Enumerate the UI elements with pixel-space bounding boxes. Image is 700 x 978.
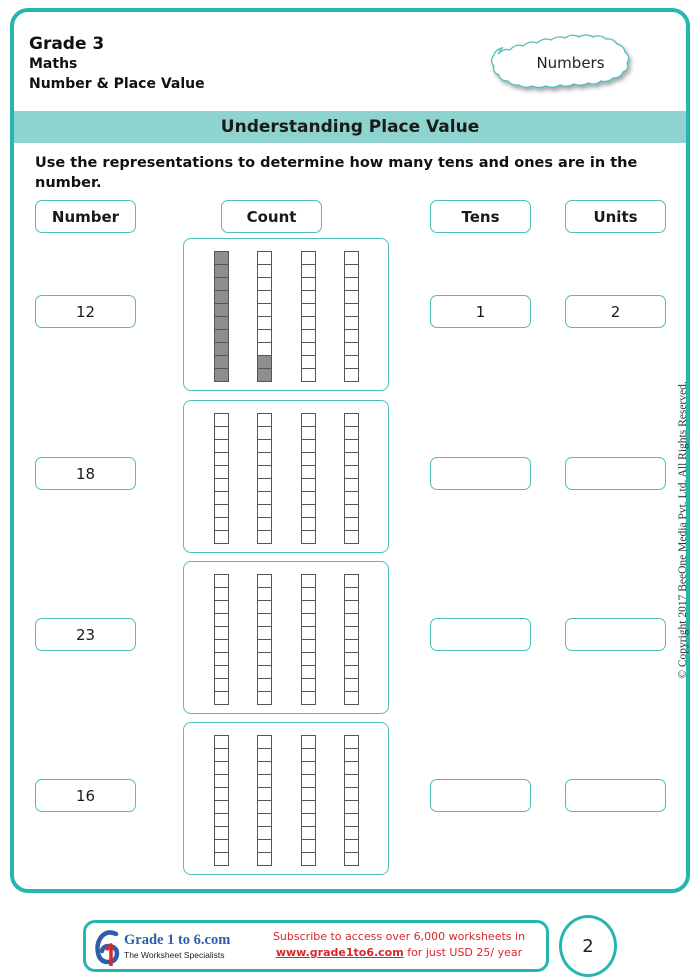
- unit-cube: [215, 749, 228, 762]
- unit-cube: [345, 762, 358, 775]
- unit-cube: [258, 601, 271, 614]
- unit-cube: [258, 840, 271, 853]
- unit-cube: [302, 853, 315, 865]
- promo-line-1: Subscribe to access over 6,000 worksheets in: [272, 930, 526, 943]
- unit-cube-shaded: [215, 278, 228, 291]
- column-header-tens: Tens: [430, 200, 531, 233]
- number-value: 23: [35, 618, 136, 651]
- unit-cube-shaded: [215, 304, 228, 317]
- unit-cube: [302, 304, 315, 317]
- unit-cube: [215, 736, 228, 749]
- unit-cube: [345, 278, 358, 291]
- unit-cube: [302, 588, 315, 601]
- units-answer-field[interactable]: [565, 457, 666, 490]
- unit-cube: [215, 518, 228, 531]
- unit-cube: [258, 453, 271, 466]
- unit-cube: [215, 427, 228, 440]
- unit-cube: [215, 479, 228, 492]
- unit-cube: [345, 840, 358, 853]
- unit-cube: [215, 601, 228, 614]
- unit-cube: [345, 788, 358, 801]
- unit-cube: [302, 666, 315, 679]
- unit-cube: [345, 679, 358, 692]
- unit-cube: [345, 317, 358, 330]
- unit-cube: [302, 479, 315, 492]
- ten-rod: [344, 735, 359, 866]
- unit-cube: [345, 291, 358, 304]
- ten-rod: [214, 251, 229, 382]
- ten-rod: [214, 735, 229, 866]
- promo-line-2: [254, 945, 544, 961]
- tens-answer-field[interactable]: [430, 618, 531, 651]
- unit-cube: [215, 840, 228, 853]
- number-value: 16: [35, 779, 136, 812]
- unit-cube: [302, 827, 315, 840]
- category-badge: [478, 32, 663, 94]
- footer-promo-box: [83, 920, 549, 972]
- unit-cube: [258, 653, 271, 666]
- unit-cube: [258, 575, 271, 588]
- unit-cube: [302, 505, 315, 518]
- unit-cube: [302, 653, 315, 666]
- ten-rod: [344, 413, 359, 544]
- unit-cube: [302, 640, 315, 653]
- unit-cube: [215, 466, 228, 479]
- ten-rod: [301, 251, 316, 382]
- logo-tagline: The Worksheet Specialists: [124, 950, 225, 960]
- unit-cube: [345, 356, 358, 369]
- unit-cube: [258, 775, 271, 788]
- ten-rod: [344, 251, 359, 382]
- unit-cube: [215, 653, 228, 666]
- unit-cube: [345, 440, 358, 453]
- unit-cube-shaded: [215, 356, 228, 369]
- unit-cube: [345, 414, 358, 427]
- unit-cube: [345, 653, 358, 666]
- unit-cube: [258, 466, 271, 479]
- unit-cube: [215, 627, 228, 640]
- grade-label: Grade 3: [29, 34, 105, 54]
- unit-cube: [302, 801, 315, 814]
- unit-cube: [215, 762, 228, 775]
- count-representation: [183, 400, 389, 553]
- unit-cube: [215, 492, 228, 505]
- unit-cube: [302, 736, 315, 749]
- unit-cube: [258, 343, 271, 356]
- unit-cube: [345, 666, 358, 679]
- unit-cube: [258, 627, 271, 640]
- unit-cube: [345, 518, 358, 531]
- unit-cube: [215, 575, 228, 588]
- unit-cube: [302, 840, 315, 853]
- unit-cube: [215, 440, 228, 453]
- count-representation: [183, 722, 389, 875]
- unit-cube-shaded: [215, 343, 228, 356]
- unit-cube: [345, 588, 358, 601]
- unit-cube: [258, 492, 271, 505]
- column-header-units: Units: [565, 200, 666, 233]
- unit-cube: [345, 627, 358, 640]
- unit-cube: [345, 252, 358, 265]
- unit-cube: [302, 414, 315, 427]
- number-value: 12: [35, 295, 136, 328]
- grade1to6-logo-icon: [94, 928, 124, 968]
- unit-cube: [302, 775, 315, 788]
- unit-cube: [302, 601, 315, 614]
- unit-cube: [345, 853, 358, 865]
- unit-cube: [258, 827, 271, 840]
- promo-link[interactable]: www.grade1to6.com: [275, 946, 404, 959]
- unit-cube: [302, 265, 315, 278]
- unit-cube: [302, 492, 315, 505]
- ten-rod: [257, 251, 272, 382]
- unit-cube: [258, 440, 271, 453]
- ten-rod: [257, 413, 272, 544]
- unit-cube: [215, 453, 228, 466]
- unit-cube: [302, 466, 315, 479]
- unit-cube: [302, 575, 315, 588]
- unit-cube: [258, 291, 271, 304]
- unit-cube: [258, 588, 271, 601]
- unit-cube: [258, 531, 271, 543]
- unit-cube: [345, 801, 358, 814]
- unit-cube-shaded: [215, 252, 228, 265]
- unit-cube: [302, 427, 315, 440]
- unit-cube: [215, 814, 228, 827]
- unit-cube: [345, 265, 358, 278]
- copyright-text: © Copyright 2017 BeeOne Media Pvt. Ltd. All Rights Reserved.: [677, 381, 689, 679]
- unit-cube: [258, 853, 271, 865]
- unit-cube-shaded: [258, 356, 271, 369]
- unit-cube: [215, 827, 228, 840]
- unit-cube: [302, 814, 315, 827]
- ten-rod: [301, 735, 316, 866]
- unit-cube: [215, 692, 228, 704]
- unit-cube: [345, 814, 358, 827]
- unit-cube: [345, 614, 358, 627]
- category-badge-label: Numbers: [536, 54, 605, 72]
- column-header-count: Count: [221, 200, 322, 233]
- unit-cube: [302, 518, 315, 531]
- unit-cube: [258, 788, 271, 801]
- unit-cube: [258, 692, 271, 704]
- unit-cube: [258, 518, 271, 531]
- unit-cube: [258, 679, 271, 692]
- unit-cube: [345, 736, 358, 749]
- topic-label: Number & Place Value: [29, 76, 205, 92]
- ten-rod: [214, 574, 229, 705]
- unit-cube: [258, 736, 271, 749]
- unit-cube: [258, 814, 271, 827]
- unit-cube: [215, 588, 228, 601]
- column-header-number: Number: [35, 200, 136, 233]
- site-logo[interactable]: [94, 928, 244, 968]
- ten-rod: [344, 574, 359, 705]
- ten-rod: [257, 735, 272, 866]
- tens-answer-field[interactable]: [430, 457, 531, 490]
- ten-rod: [214, 413, 229, 544]
- tens-answer-field[interactable]: [430, 779, 531, 812]
- unit-cube: [215, 801, 228, 814]
- unit-cube: [302, 531, 315, 543]
- unit-cube-shaded: [215, 265, 228, 278]
- unit-cube: [215, 853, 228, 865]
- ten-rod: [257, 574, 272, 705]
- unit-cube: [258, 278, 271, 291]
- promo-price: for just USD 25/ year: [403, 946, 523, 959]
- unit-cube: [345, 575, 358, 588]
- unit-cube: [258, 427, 271, 440]
- unit-cube: [345, 531, 358, 543]
- unit-cube: [302, 788, 315, 801]
- unit-cube: [258, 304, 271, 317]
- unit-cube: [258, 317, 271, 330]
- unit-cube: [302, 369, 315, 381]
- unit-cube: [302, 343, 315, 356]
- unit-cube: [215, 666, 228, 679]
- unit-cube: [345, 749, 358, 762]
- unit-cube: [215, 788, 228, 801]
- unit-cube: [345, 505, 358, 518]
- unit-cube: [302, 692, 315, 704]
- unit-cube: [258, 252, 271, 265]
- unit-cube: [258, 666, 271, 679]
- count-representation: [183, 238, 389, 391]
- unit-cube: [345, 330, 358, 343]
- unit-cube: [258, 762, 271, 775]
- unit-cube: [345, 827, 358, 840]
- unit-cube: [215, 775, 228, 788]
- unit-cube: [258, 801, 271, 814]
- unit-cube: [345, 492, 358, 505]
- unit-cube: [258, 749, 271, 762]
- unit-cube: [258, 414, 271, 427]
- unit-cube: [215, 679, 228, 692]
- count-representation: [183, 561, 389, 714]
- unit-cube: [302, 356, 315, 369]
- unit-cube: [302, 679, 315, 692]
- unit-cube: [215, 614, 228, 627]
- unit-cube: [345, 453, 358, 466]
- unit-cube: [215, 640, 228, 653]
- unit-cube: [345, 466, 358, 479]
- ten-rod: [301, 413, 316, 544]
- unit-cube: [345, 343, 358, 356]
- unit-cube: [302, 291, 315, 304]
- instructions-text: Use the representations to determine how many tens and ones are in the number.: [35, 155, 638, 191]
- unit-cube: [302, 278, 315, 291]
- subscription-promo: [254, 929, 544, 961]
- unit-cube: [258, 614, 271, 627]
- unit-cube: [302, 330, 315, 343]
- unit-cube: [302, 252, 315, 265]
- unit-cube-shaded: [215, 330, 228, 343]
- unit-cube: [258, 330, 271, 343]
- unit-cube: [302, 440, 315, 453]
- unit-cube-shaded: [215, 369, 228, 381]
- unit-cube: [302, 317, 315, 330]
- units-answer-field[interactable]: 2: [565, 295, 666, 328]
- unit-cube: [302, 749, 315, 762]
- ten-rod: [301, 574, 316, 705]
- tens-answer-field[interactable]: 1: [430, 295, 531, 328]
- unit-cube: [215, 505, 228, 518]
- unit-cube: [302, 614, 315, 627]
- unit-cube: [302, 627, 315, 640]
- unit-cube: [258, 479, 271, 492]
- unit-cube: [258, 505, 271, 518]
- worksheet-title: Understanding Place Value: [14, 111, 686, 143]
- unit-cube: [345, 369, 358, 381]
- unit-cube: [345, 304, 358, 317]
- unit-cube-shaded: [215, 291, 228, 304]
- unit-cube: [302, 762, 315, 775]
- unit-cube: [215, 531, 228, 543]
- unit-cube: [345, 479, 358, 492]
- unit-cube: [215, 414, 228, 427]
- unit-cube: [345, 427, 358, 440]
- unit-cube: [345, 692, 358, 704]
- subject-label: Maths: [29, 56, 78, 72]
- unit-cube: [258, 640, 271, 653]
- logo-name: Grade 1 to 6.com: [124, 932, 231, 948]
- number-value: 18: [35, 457, 136, 490]
- page-number: 2: [559, 915, 617, 977]
- unit-cube: [345, 775, 358, 788]
- units-answer-field[interactable]: [565, 779, 666, 812]
- unit-cube: [302, 453, 315, 466]
- unit-cube-shaded: [215, 317, 228, 330]
- unit-cube-shaded: [258, 369, 271, 381]
- unit-cube: [345, 601, 358, 614]
- unit-cube: [345, 640, 358, 653]
- units-answer-field[interactable]: [565, 618, 666, 651]
- unit-cube: [258, 265, 271, 278]
